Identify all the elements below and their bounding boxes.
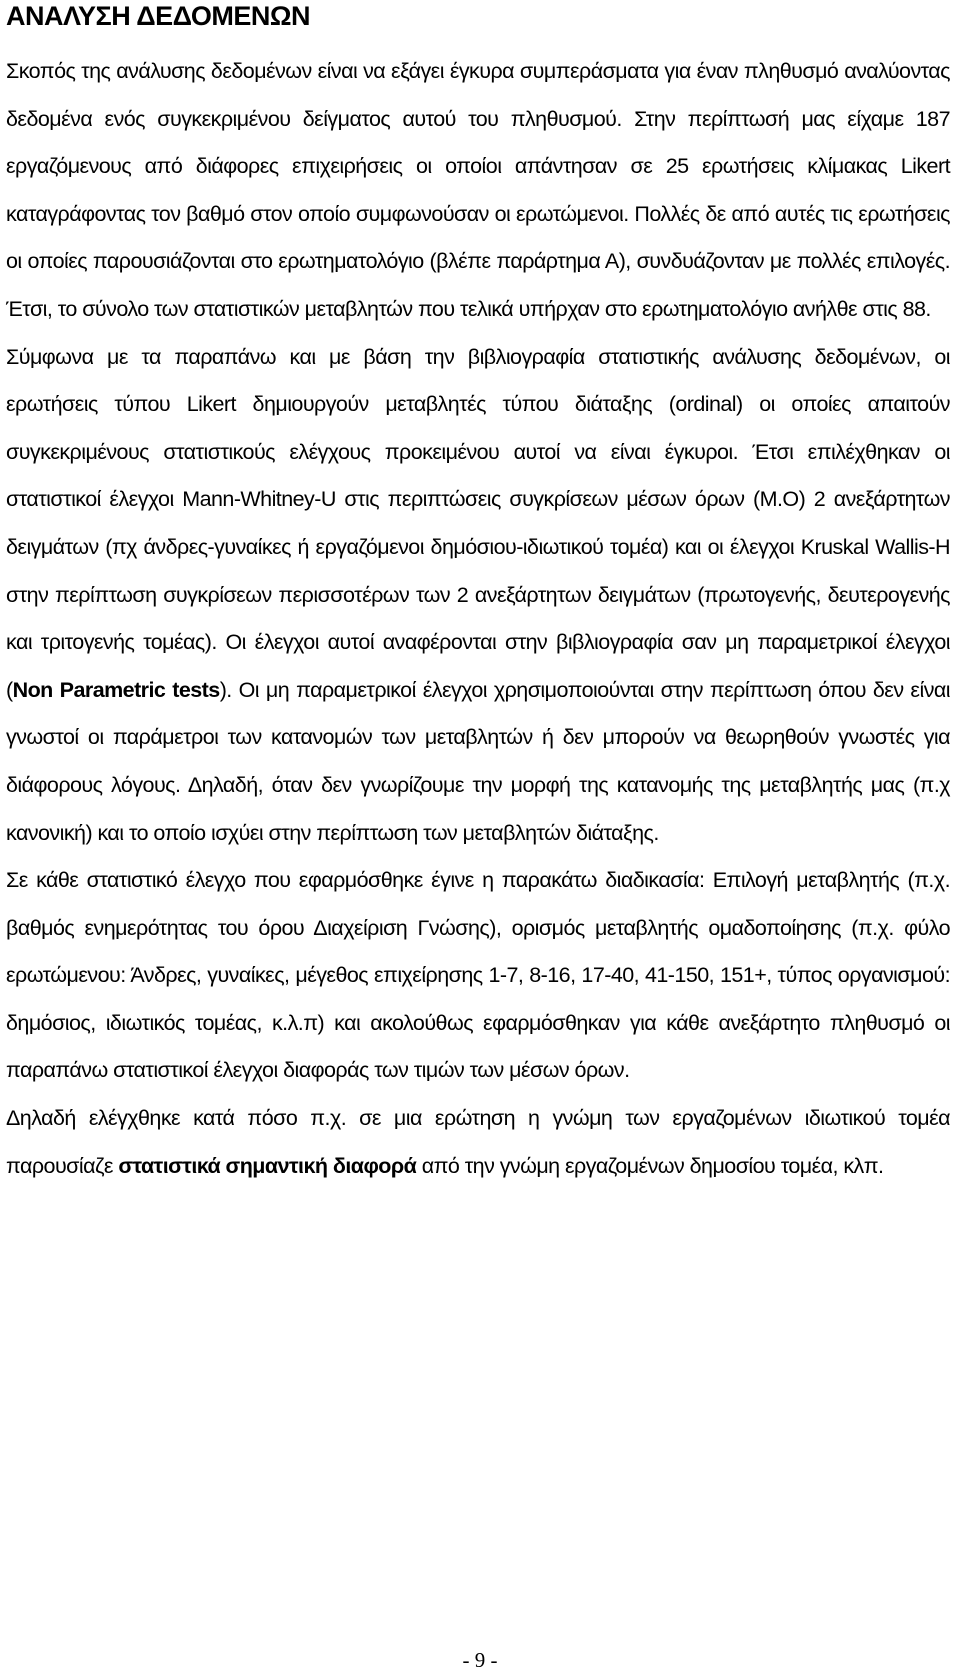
paragraph-methods-text-start: Σύμφωνα με τα παραπάνω και με βάση την βιβλιογραφία στατιστικής ανάλυσης δεδομένων, οι ερωτήσεις τύπου Likert δημιουργούν μεταβλητές τύπου διάταξης (ordinal) οι οποίες απαιτούν συγκεκριμένους στατιστικούς ελέγχους προκειμένου αυτοί να είναι έγκυροι. Έτσι επιλέχθηκαν οι στατιστικοί έλεγχοι Mann-Whitney-U στις περιπτώσεις συγκρίσεων μέσων όρων (Μ.Ο) 2 ανεξάρτητων δειγμάτων (πχ άνδρες-γυναίκες ή εργαζόμενοι δημόσιου-ιδιωτικού τομέα) και οι έλεγχοι Kruskal Wallis-H στην περίπτωση συγκρίσεων περισσοτέρων των 2 ανεξάρτητων δειγμάτων (πρωτογενής, δευτερογενής και τριτογενής τομέας). Οι έλεγχοι αυτοί αναφέρονται στην βιβλιογραφία σαν μη παραμετρικοί έλεγχοι ( xyxy=(6,344,950,702)
paragraph-example-text-end: από την γνώμη εργαζομένων δημοσίου τομέα, κλπ. xyxy=(416,1153,884,1178)
section-heading: ΑΝΑΛΥΣΗ ΔΕΔΟΜΕΝΩΝ xyxy=(6,1,311,31)
paragraph-example-text-start: Δηλαδή ελέγχθηκε κατά πόσο π.χ. σε μια ερώτηση η γνώμη των εργαζομένων ιδιωτικού τομέα παρουσίαζε xyxy=(6,1106,950,1178)
body-text xyxy=(6,48,950,1190)
paragraph-methods xyxy=(6,334,950,858)
paragraph-example xyxy=(6,1095,950,1190)
paragraph-methods-text-end: ). Οι μη παραμετρικοί έλεγχοι χρησιμοποιούνται στην περίπτωση όπου δεν είναι γνωστοί οι παράμετροι των κατανομών των μεταβλητών ή δεν μπορούν να θεωρηθούν γνωστές για διάφορους λόγους. Δηλαδή, όταν δεν γνωρίζουμε την μορφή της κατανομής της μεταβλητής μας (π.χ κανονική) και το οποίο ισχύει στην περίπτωση των μεταβλητών διάταξης. xyxy=(6,677,950,845)
significant-difference-emphasis: στατιστικά σημαντική διαφορά xyxy=(118,1153,417,1178)
paragraph-procedure: Σε κάθε στατιστικό έλεγχο που εφαρμόσθηκε έγινε η παρακάτω διαδικασία: Επιλογή μεταβλητής (π.χ. βαθμός ενημερότητας του όρου Διαχείριση Γνώσης), ορισμός μεταβλητής ομαδοποίησης (π.χ. φύλο ερωτώμενου: Άνδρες, γυναίκες, μέγεθος επιχείρησης 1-7, 8-16, 17-40, 41-150, 151+, τύπος οργανισμού: δημόσιος, ιδιωτικός τομέας, κ.λ.π) και ακολούθως εφαρμόσθηκαν για κάθε ανεξάρτητο πληθυσμό οι παραπάνω στατιστικοί έλεγχοι διαφοράς των τιμών των μέσων όρων. xyxy=(6,868,950,1083)
non-parametric-tests-emphasis: Non Parametric tests xyxy=(12,677,220,702)
page-number: - 9 - xyxy=(462,1648,498,1672)
paragraph-purpose: Σκοπός της ανάλυσης δεδομένων είναι να εξάγει έγκυρα συμπεράσματα για έναν πληθυσμό αναλύοντας δεδομένα ενός συγκεκριμένου δείγματος αυτού του πληθυσμού. Στην περίπτωσή μας είχαμε 187 εργαζόμενους από διάφορες επιχειρήσεις οι οποίοι απάντησαν σε 25 ερωτήσεις κλίμακας Likert καταγράφοντας τον βαθμό στον οποίο συμφωνούσαν οι ερωτώμενοι. Πολλές δε από αυτές τις ερωτήσεις οι οποίες παρουσιάζονται στο ερωτηματολόγιο (βλέπε παράρτημα Α), συνδυάζονταν με πολλές επιλογές. Έτσι, το σύνολο των στατιστικών μεταβλητών που τελικά υπήρχαν στο ερωτηματολόγιο ανήλθε στις 88. xyxy=(6,59,950,321)
